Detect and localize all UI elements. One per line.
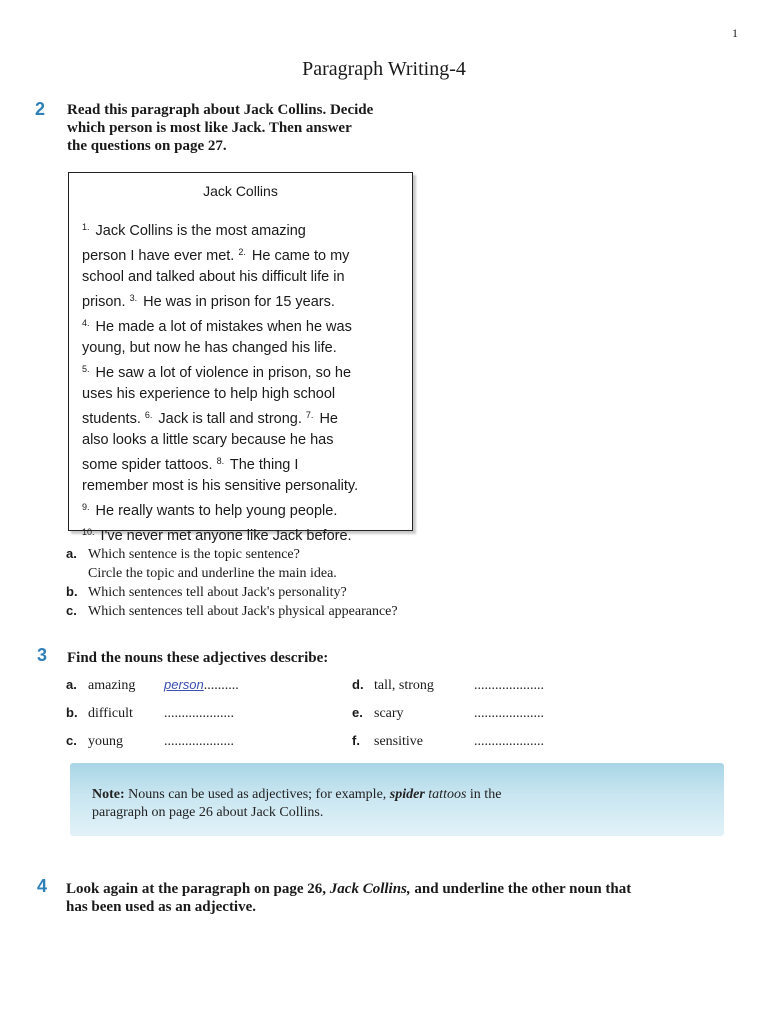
sentence-text: also looks a little scary because he has xyxy=(82,432,334,448)
paragraph-line xyxy=(82,288,407,313)
note-line-1 xyxy=(92,786,692,804)
exercise-2-number: 2 xyxy=(35,99,46,119)
sentence-text: The thing I xyxy=(226,457,299,473)
question-text: Which sentences tell about Jack's personality? xyxy=(88,585,347,600)
question-c xyxy=(66,602,398,621)
adjective-word: scary xyxy=(374,706,404,721)
note-label: Note: xyxy=(92,787,125,802)
sentence-number: 2. xyxy=(238,247,246,257)
answer-blank: .................... xyxy=(474,678,544,693)
instruction-text: and underline the other noun that xyxy=(410,881,632,897)
instruction-line: Read this paragraph about Jack Collins. Decide xyxy=(67,102,374,118)
paragraph-line xyxy=(82,338,407,359)
adjective-word: difficult xyxy=(88,706,133,721)
adjective-item-c xyxy=(66,733,234,750)
answer-blank: .................... xyxy=(164,706,234,721)
question-text: Which sentences tell about Jack's physical appearance? xyxy=(88,604,398,619)
paragraph-line xyxy=(82,405,407,430)
adjective-word: tall, strong xyxy=(374,678,434,693)
adjective-item-a xyxy=(66,677,239,694)
exercise-4-number: 4 xyxy=(37,876,48,896)
item-letter: c. xyxy=(66,733,77,748)
paragraph-line xyxy=(82,497,407,522)
adjective-item-f xyxy=(352,733,544,750)
sentence-text: He made a lot of mistakes when he was xyxy=(91,319,352,335)
sentence-text: He came to my xyxy=(247,248,350,264)
instruction-text: Look again at the paragraph on page 26, xyxy=(66,881,330,897)
sentence-number: 8. xyxy=(216,456,225,466)
paragraph-line xyxy=(82,451,407,476)
answer-blank: .................... xyxy=(164,734,234,749)
instruction-line: has been used as an adjective. xyxy=(66,899,257,915)
sentence-text: students. xyxy=(82,411,145,427)
paragraph-text xyxy=(82,217,407,547)
adjective-word: young xyxy=(88,734,123,749)
item-letter: b. xyxy=(66,705,78,720)
note-example-spider: spider xyxy=(389,787,425,802)
sentence-text: He really wants to help young people. xyxy=(91,503,338,519)
question-b xyxy=(66,583,347,602)
sentence-text: young, but now he has changed his life. xyxy=(82,340,337,356)
item-letter: d. xyxy=(352,677,364,692)
question-letter: b. xyxy=(66,584,78,599)
paragraph-line xyxy=(82,313,407,338)
page-title: Paragraph Writing-4 xyxy=(302,58,466,80)
exercise-3-instruction: Find the nouns these adjectives describe: xyxy=(67,650,329,666)
question-letter: a. xyxy=(66,546,77,561)
note-text xyxy=(92,786,692,822)
paragraph-line xyxy=(82,384,407,405)
sentence-number: 3. xyxy=(129,293,138,303)
paragraph-line xyxy=(82,522,407,547)
page-number: 1 xyxy=(732,26,738,40)
note-text-part: Nouns can be used as adjectives; for example, xyxy=(124,787,390,802)
paragraph-line xyxy=(82,242,407,267)
sentence-text: school and talked about his difficult life in xyxy=(82,269,345,285)
sentence-text: remember most is his sensitive personality. xyxy=(82,478,359,494)
adjective-item-b xyxy=(66,705,234,722)
sentence-text: person I have ever met. xyxy=(82,248,239,264)
note-text-part: in the xyxy=(466,787,502,802)
question-a-line-2: Circle the topic and underline the main idea. xyxy=(88,566,337,581)
note-example-tattoos: tattoos xyxy=(424,787,467,802)
sentence-number: 9. xyxy=(82,502,90,512)
item-letter: e. xyxy=(352,705,363,720)
adjective-word: sensitive xyxy=(374,734,423,749)
instruction-line: which person is most like Jack. Then answer xyxy=(67,120,352,136)
instruction-line: the questions on page 27. xyxy=(67,138,227,154)
answer-blank: .......... xyxy=(203,678,239,693)
question-text: Which sentence is the topic sentence? xyxy=(88,547,300,562)
paragraph-line xyxy=(82,476,407,497)
item-letter: a. xyxy=(66,677,77,692)
exercise-2-instruction xyxy=(67,101,373,155)
instruction-line xyxy=(66,880,736,898)
note-line-2: paragraph on page 26 about Jack Collins. xyxy=(92,805,324,820)
sentence-text: prison. xyxy=(82,294,130,310)
exercise-3-number: 3 xyxy=(37,645,48,665)
paragraph-line xyxy=(82,217,407,242)
sentence-number: 4. xyxy=(82,318,90,328)
sentence-number: 6. xyxy=(144,410,153,420)
sentence-text: Jack is tall and strong. xyxy=(154,411,306,427)
adjective-item-e xyxy=(352,705,544,722)
adjective-word: amazing xyxy=(88,678,136,693)
instruction-title-italic: Jack Collins, xyxy=(329,881,411,897)
sentence-text: He saw a lot of violence in prison, so he xyxy=(91,365,352,381)
paragraph-line xyxy=(82,430,407,451)
sentence-text: I've never met anyone like Jack before. xyxy=(96,528,352,544)
question-a xyxy=(66,545,300,564)
paragraph-box xyxy=(68,172,413,544)
sentence-text: He was in prison for 15 years. xyxy=(139,294,335,310)
sentence-text: some spider tattoos. xyxy=(82,457,217,473)
question-letter: c. xyxy=(66,603,77,618)
exercise-4-instruction xyxy=(66,880,736,916)
adjective-item-d xyxy=(352,677,544,694)
sentence-text: Jack Collins is the most amazing xyxy=(91,223,306,239)
handwritten-answer: person xyxy=(164,677,204,692)
answer-blank: .................... xyxy=(474,734,544,749)
answer-blank: .................... xyxy=(474,706,544,721)
sentence-number: 5. xyxy=(82,364,90,374)
sentence-number: 10. xyxy=(82,527,95,537)
item-letter: f. xyxy=(352,733,360,748)
sentence-text: uses his experience to help high school xyxy=(82,386,336,402)
sentence-number: 7. xyxy=(305,410,314,420)
sentence-number: 1. xyxy=(82,222,90,232)
paragraph-line xyxy=(82,267,407,288)
sentence-text: He xyxy=(315,411,338,427)
paragraph-box-title: Jack Collins xyxy=(203,183,278,199)
paragraph-line xyxy=(82,359,407,384)
